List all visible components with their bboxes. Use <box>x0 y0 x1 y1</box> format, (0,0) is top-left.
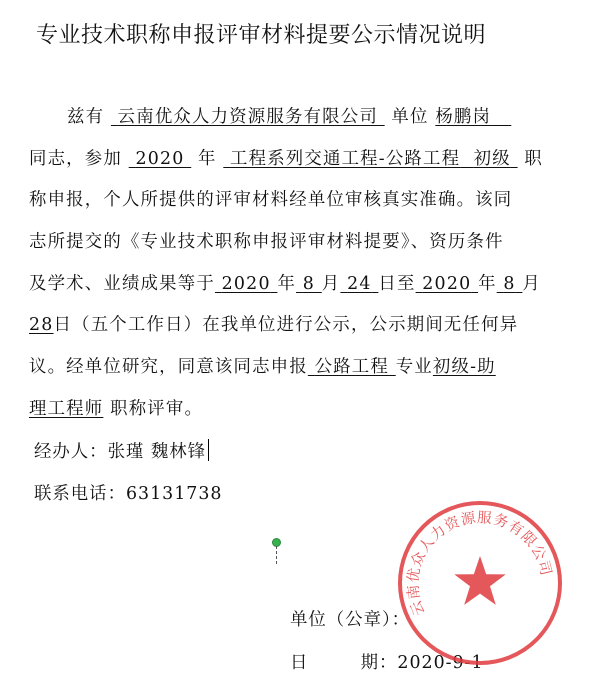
series-fill: 工程系列交通工程-公路工程 初级 <box>230 149 511 169</box>
text-segment: 职称评审。 <box>110 399 204 419</box>
body-line-4: 志所提交的《专业技术职称申报评审材料提要》、资历条件 <box>29 232 504 252</box>
body-line-2 <box>29 145 559 173</box>
handler-names: 张瑾 魏林锋 <box>107 442 207 462</box>
phone-row <box>34 479 222 504</box>
end-year-fill: 2020 <box>422 274 472 294</box>
body-line-6 <box>29 311 559 339</box>
handler-label: 经办人： <box>34 442 108 462</box>
start-day-fill: 24 <box>347 274 372 294</box>
text-segment: 兹有 <box>67 107 105 127</box>
document-title: 专业技术职称申报评审材料提要公示情况说明 <box>36 23 487 48</box>
body-line-7 <box>29 353 559 381</box>
end-month-fill: 8 <box>503 274 516 294</box>
body-line-3: 称申报，个人所提供的评审材料经单位审核真实准确。该同 <box>29 190 513 210</box>
text-segment: 职 <box>524 149 543 169</box>
text-segment: 年 <box>277 274 297 294</box>
body-line-1 <box>29 103 559 131</box>
text-segment: 月 <box>522 274 542 294</box>
text-segment: 年 <box>478 274 497 294</box>
handler-row <box>34 437 209 462</box>
org-name-fill: 云南优众人力资源服务有限公司 <box>117 107 378 127</box>
title-level-fill-2: 理工程师 <box>29 399 104 419</box>
text-segment: 同志，参加 <box>29 149 122 169</box>
text-segment: 专业 <box>395 357 433 377</box>
seal-star-icon <box>454 556 505 605</box>
text-segment: 日（五个工作日）在我单位进行公示，公示期间无任何异 <box>53 315 519 335</box>
text-segment: 年 <box>197 149 217 169</box>
text-segment: 议。经单位研究，同意该同志申报 <box>29 357 308 377</box>
body-line-5 <box>29 270 559 298</box>
anchor-line <box>276 546 278 564</box>
text-cursor <box>208 439 209 461</box>
body-line-8 <box>29 395 559 423</box>
year-fill: 2020 <box>135 149 185 169</box>
end-day-fill: 28 <box>29 315 54 335</box>
text-segment: 及学术、业绩成果等于 <box>29 274 215 294</box>
phone-number: 63131738 <box>125 484 223 504</box>
company-seal <box>395 498 565 668</box>
person-name-fill: 杨鹏岗 <box>435 107 492 127</box>
date-value: 2020-9-1 <box>397 653 484 673</box>
text-segment: 月 <box>321 274 341 294</box>
start-month-fill: 8 <box>302 274 316 294</box>
title-level-fill: 初级-助 <box>432 357 496 377</box>
unit-seal-label: 单位（公章）： <box>290 610 411 630</box>
text-segment: 单位 <box>391 107 429 127</box>
date-label: 日 期： <box>290 653 398 673</box>
phone-label: 联系电话： <box>34 484 126 504</box>
text-segment: 日至 <box>378 274 416 294</box>
major-fill: 公路工程 <box>314 357 389 377</box>
start-year-fill: 2020 <box>221 274 271 294</box>
seal-text: 云南优众人力资源服务有限公司 <box>405 510 554 618</box>
